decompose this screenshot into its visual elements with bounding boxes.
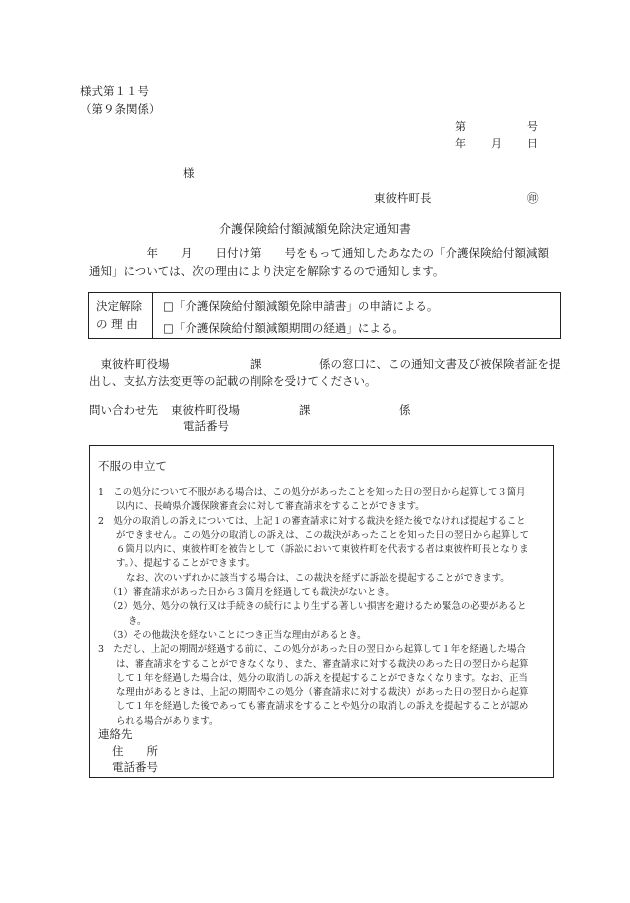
addressee: 様 bbox=[183, 166, 195, 180]
appeal-paragraph-1: 1 この処分について不服がある場合は、この処分があったことを知った日の翌日から起算して３箇月以内に、長崎県介護保険審査会に対して審査請求をすることができます。 bbox=[98, 487, 526, 513]
document-title: 介護保険給付額減額免除決定通知書 bbox=[218, 222, 411, 236]
contact-phone: 電話番号 bbox=[112, 760, 158, 775]
reason-label-line-2: の 理 由 bbox=[96, 316, 138, 331]
intro-line-2: 通知」については、次の理由により決定を解除するので通知します。 bbox=[89, 264, 445, 278]
inquiry-subsection: 係 bbox=[399, 403, 411, 417]
appeal-title: 不服の申立て bbox=[98, 459, 167, 473]
appeal-condition-3: （3）その他裁決を経ないことにつき正当な理由があるとき。 bbox=[108, 629, 367, 641]
reason-label bbox=[89, 293, 153, 338]
appeal-condition-1: （1）審査請求があった日から３箇月を経過しても裁決がないとき。 bbox=[108, 587, 395, 599]
inquiry-label: 問い合わせ先 bbox=[89, 403, 158, 417]
date-year: 年 bbox=[455, 137, 466, 150]
reason-item-period-expired[interactable]: □「介護保険給付額減額期間の経過」による。 bbox=[163, 321, 404, 336]
office-notice-line-1: 東彼杵町役場 課 係の窓口に、この通知文書及び被保険者証を提 bbox=[89, 357, 561, 371]
appeal-paragraph-2: 2 処分の取消しの訴えについては、上記１の審査請求に対する裁決を経た後でなければ提起することができません。この処分の取消しの訴えは、この裁決があったことを知った日の翌日から起算して６箇月以内に、東彼杵町を被告として（訴訟において東彼杵町を代表する者は東彼杵町長となります。）、提起することができます。 bbox=[98, 515, 529, 570]
reason-item-application[interactable]: □「介護保険給付額減額免除申請書」の申請による。 bbox=[163, 299, 439, 313]
appeal-box bbox=[89, 445, 554, 778]
number-prefix: 第 bbox=[455, 120, 466, 133]
reason-items bbox=[153, 293, 438, 338]
intro-line-1: 年 月 日付け第 号をもって通知したあなたの「介護保険給付額減額 bbox=[89, 246, 549, 260]
appeal-paragraph-3: 3 ただし、上記の期間が経過する前に、この処分があった日の翌日から起算して１年を経過した場合は、審査請求をすることができなくなり、また、審査請求に対する裁決のあった日の翌日から起算して１年を経過した場合は、処分の取消しの訴えを提起することができなくなります。なお、正当な理由があるときは、上記の期間やこの処分（審査請求に対する裁決）があった日の翌日から起算して１年を経過した後であっても審査請求をすることや処分の取消しの訴えを提起することが認められる場合があります。 bbox=[98, 644, 529, 727]
appeal-body bbox=[98, 486, 534, 729]
date-month: 月 bbox=[491, 137, 502, 150]
issuer-mayor: 東彼杵町長 bbox=[374, 191, 432, 205]
contact-address: 住 所 bbox=[112, 743, 158, 758]
contact-label: 連絡先 bbox=[98, 727, 133, 741]
reason-table bbox=[88, 292, 561, 339]
appeal-condition-2: （2）処分、処分の執行又は手続きの続行により生ずる著しい損害を避けるため緊急の必要があるとき。 bbox=[108, 601, 527, 627]
date-day: 日 bbox=[527, 137, 538, 150]
appeal-paragraph-note: なお、次のいずれかに該当する場合は、この裁決を経ずに訴訟を提起することができます。 bbox=[126, 572, 510, 584]
reason-label-line-1: 決定解除 bbox=[96, 299, 142, 314]
seal-mark: ㊞ bbox=[527, 191, 539, 205]
inquiry-office: 東彼杵町役場 bbox=[171, 403, 240, 417]
article-reference: （第９条関係） bbox=[80, 102, 161, 116]
contact-block bbox=[98, 726, 158, 776]
office-notice-line-2: 出し、支払方法変更等の記載の削除を受けてください。 bbox=[89, 374, 377, 388]
inquiry-section: 課 bbox=[299, 403, 311, 417]
inquiry-phone: 電話番号 bbox=[183, 419, 229, 433]
form-number: 様式第１１号 bbox=[80, 84, 149, 98]
number-suffix: 号 bbox=[527, 120, 538, 133]
